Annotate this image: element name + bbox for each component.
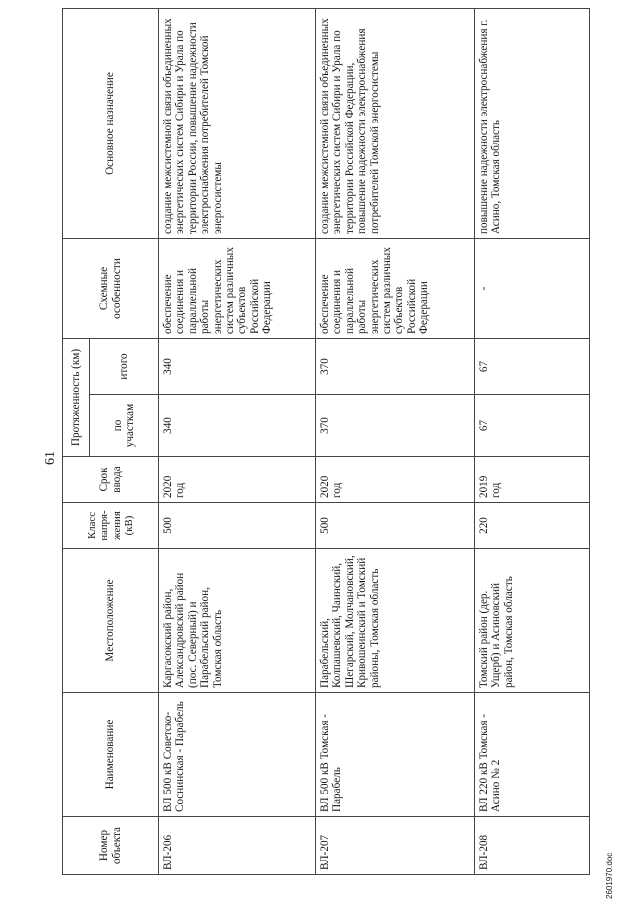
cell-location: Томский район (дер. Ущерб) и Асиновский район, Томская область bbox=[475, 549, 590, 693]
cell-length-sections: 370 bbox=[316, 395, 475, 457]
header-location: Местоположение bbox=[63, 549, 159, 693]
cell-voltage: 220 bbox=[475, 503, 590, 549]
header-name: Наименование bbox=[63, 693, 159, 817]
cell-number: ВЛ-206 bbox=[159, 817, 316, 875]
cell-name: ВЛ 500 кВ Томская - Парабель bbox=[316, 693, 475, 817]
cell-number: ВЛ-207 bbox=[316, 817, 475, 875]
cell-name: ВЛ 500 кВ Советско-Соснинская - Парабель bbox=[159, 693, 316, 817]
table-row bbox=[475, 9, 590, 875]
cell-schematic: - bbox=[475, 239, 590, 339]
cell-term: 2020 год bbox=[316, 457, 475, 503]
cell-schematic: обеспечение соединения и параллельной работы энергетических систем различных субъектов Российской Федерации bbox=[316, 239, 475, 339]
cell-term: 2019 год bbox=[475, 457, 590, 503]
cell-length-total: 340 bbox=[159, 339, 316, 395]
table-header-row bbox=[63, 9, 90, 875]
cell-voltage: 500 bbox=[316, 503, 475, 549]
cell-voltage: 500 bbox=[159, 503, 316, 549]
header-number: Номер объекта bbox=[63, 817, 159, 875]
header-length-total: итого bbox=[90, 339, 159, 395]
cell-purpose: создание межсистемной связи объединенных энергетических систем Сибири и Урала по территории России, повышение надежности электроснабжения потребителей Томской энергосистемы bbox=[159, 9, 316, 239]
cell-purpose: создание межсистемной связи объединенных энергетических систем Сибири и Урала по территории Российской Федерации, повышение надежности электроснабжения потребителей Томской энергосистемы bbox=[316, 9, 475, 239]
table-row bbox=[159, 9, 316, 875]
header-length-sections: по участкам bbox=[90, 395, 159, 457]
cell-location: Парабельский, Колпашевский, Чаинский, Шегарский, Молчановский, Кривошеинский и Томский районы, Томская область bbox=[316, 549, 475, 693]
header-length-group: Протяженность (км) bbox=[63, 339, 90, 457]
cell-length-total: 370 bbox=[316, 339, 475, 395]
cell-length-sections: 67 bbox=[475, 395, 590, 457]
cell-purpose: повышение надежности электроснабжения г. Асино, Томская область bbox=[475, 9, 590, 239]
header-voltage: Класс напря-жения (кВ) bbox=[63, 503, 159, 549]
cell-schematic: обеспечение соединения и параллельной работы энергетических систем различных субъектов Российской Федерации bbox=[159, 239, 316, 339]
page-number: 61 bbox=[43, 451, 58, 465]
table-row bbox=[316, 9, 475, 875]
header-schematic: Схемные особенности bbox=[63, 239, 159, 339]
cell-length-total: 67 bbox=[475, 339, 590, 395]
objects-table bbox=[62, 8, 590, 875]
document-code: 2601970.doc bbox=[605, 852, 614, 899]
cell-name: ВЛ 220 кВ Томская - Асино № 2 bbox=[475, 693, 590, 817]
header-term: Срок ввода bbox=[63, 457, 159, 503]
cell-number: ВЛ-208 bbox=[475, 817, 590, 875]
cell-length-sections: 340 bbox=[159, 395, 316, 457]
header-purpose: Основное назначение bbox=[63, 9, 159, 239]
cell-location: Каргасокский район, Александровский район (пос. Северный) и Парабельский район, Томская область bbox=[159, 549, 316, 693]
cell-term: 2020 год bbox=[159, 457, 316, 503]
